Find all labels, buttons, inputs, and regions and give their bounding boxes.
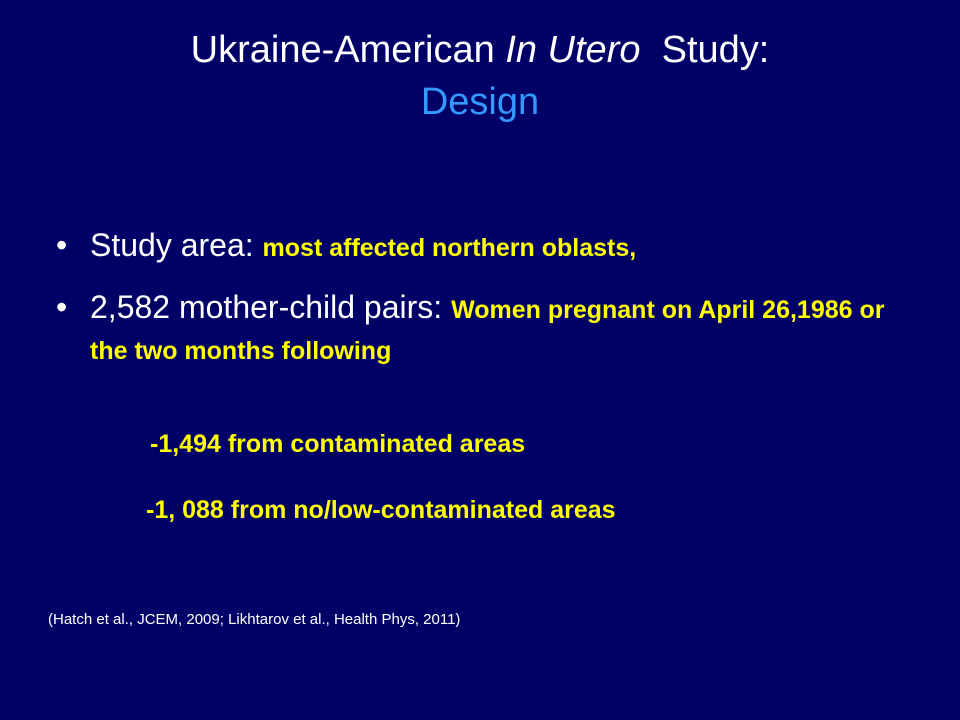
bullet-detail: Women pregnant on April 26,1986 or the two months following — [90, 296, 885, 365]
sub-item-low-contaminated: -1, 088 from no/low-contaminated areas — [146, 496, 616, 524]
bullet-item — [56, 288, 916, 370]
title-prefix: Ukraine-American — [190, 29, 506, 71]
bullet-item — [56, 226, 916, 267]
title-italic: In Utero — [505, 29, 641, 71]
bullet-dot-icon: • — [56, 227, 68, 263]
bullet-detail: most affected northern oblasts, — [262, 234, 637, 262]
slide-title — [0, 24, 960, 128]
bullet-lead: 2,582 mother-child pairs: — [90, 289, 452, 325]
citation: (Hatch et al., JCEM, 2009; Likhtarov et al., Health Phys, 2011) — [48, 611, 461, 628]
sub-item-contaminated: -1,494 from contaminated areas — [150, 430, 526, 458]
bullet-list — [56, 226, 916, 370]
bullet-dot-icon: • — [56, 289, 68, 325]
bullet-lead: Study area: — [90, 227, 263, 263]
slide-subtitle: Design — [420, 81, 540, 123]
title-suffix: Study: — [640, 29, 770, 71]
